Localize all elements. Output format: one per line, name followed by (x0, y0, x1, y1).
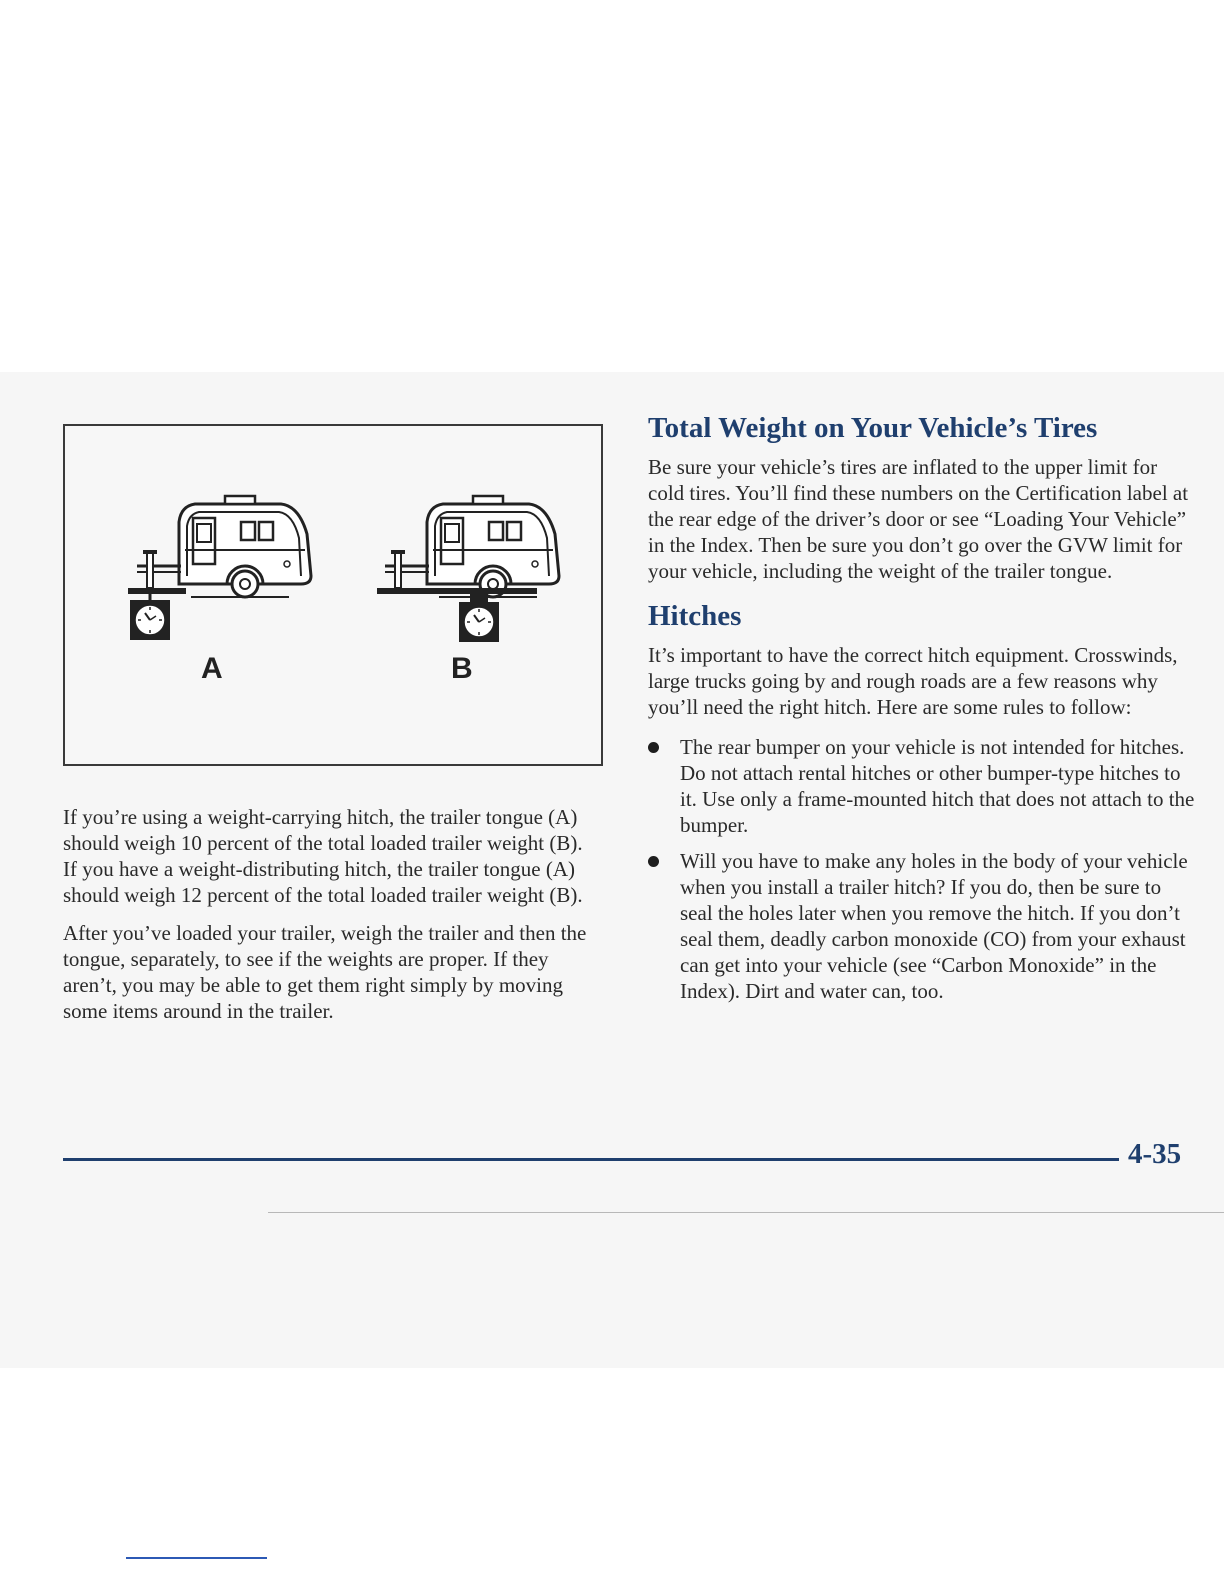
label-b: B (451, 652, 473, 685)
footer-rule (63, 1158, 1119, 1161)
list-item (648, 734, 1196, 838)
page-number: 4-35 (1128, 1138, 1182, 1170)
label-a: A (201, 652, 223, 685)
bullet-icon (648, 856, 659, 867)
trailer-weighing-figure (63, 424, 603, 766)
trailer-a-drawing (128, 496, 311, 640)
heading-total-weight: Total Weight on Your Vehicle’s Tires (648, 412, 1098, 444)
tongue-weight-paragraph: If you’re using a weight-carrying hitch, the trailer tongue (A) should weigh 10 percent of the total loaded trailer weight (B). If you have a weight-distributing hitch, the trailer tongue (A) should weigh 12 percent of the total loaded trailer weight (B). (63, 805, 583, 907)
list-item-text: The rear bumper on your vehicle is not intended for hitches. Do not attach rental hitches or other bumper-type hitches to it. Use only a frame-mounted hitch that does not attach to the bumper. (680, 735, 1195, 837)
heading-hitches: Hitches (648, 600, 742, 632)
left-column (63, 804, 601, 1024)
right-column (648, 410, 1196, 1004)
hitch-rules-list (648, 734, 1196, 1004)
divider (268, 1212, 1224, 1213)
bullet-icon (648, 742, 659, 753)
list-item (648, 848, 1196, 1004)
footer-link-underline[interactable] (126, 1557, 267, 1559)
list-item-text: Will you have to make any holes in the body of your vehicle when you install a trailer hitch? If you do, then be sure to seal the holes later when you remove the hitch. If you don’t seal them, deadly carbon monoxide (CO) from your exhaust can get into your vehicle (see “Carbon Monoxide” in the Index). Dirt and water can, too. (680, 849, 1188, 1003)
trailer-illustration (65, 426, 601, 764)
weigh-trailer-paragraph: After you’ve loaded your trailer, weigh the trailer and then the tongue, separately, to see if the weights are proper. If they aren’t, you may be able to get them right simply by moving some items around in the trailer. (63, 921, 587, 1023)
total-weight-paragraph: Be sure your vehicle’s tires are inflated to the upper limit for cold tires. You’ll find these numbers on the Certification label at the rear edge of the driver’s door or see “Loading Your Vehicle” in the Index. Then be sure you don’t go over the GVW limit for your vehicle, including the weight of the trailer tongue. (648, 455, 1189, 583)
hitches-paragraph: It’s important to have the correct hitch equipment. Crosswinds, large trucks going by and rough roads are a few reasons why you’ll need the right hitch. Here are some rules to follow: (648, 643, 1178, 719)
trailer-b-drawing (377, 496, 559, 642)
